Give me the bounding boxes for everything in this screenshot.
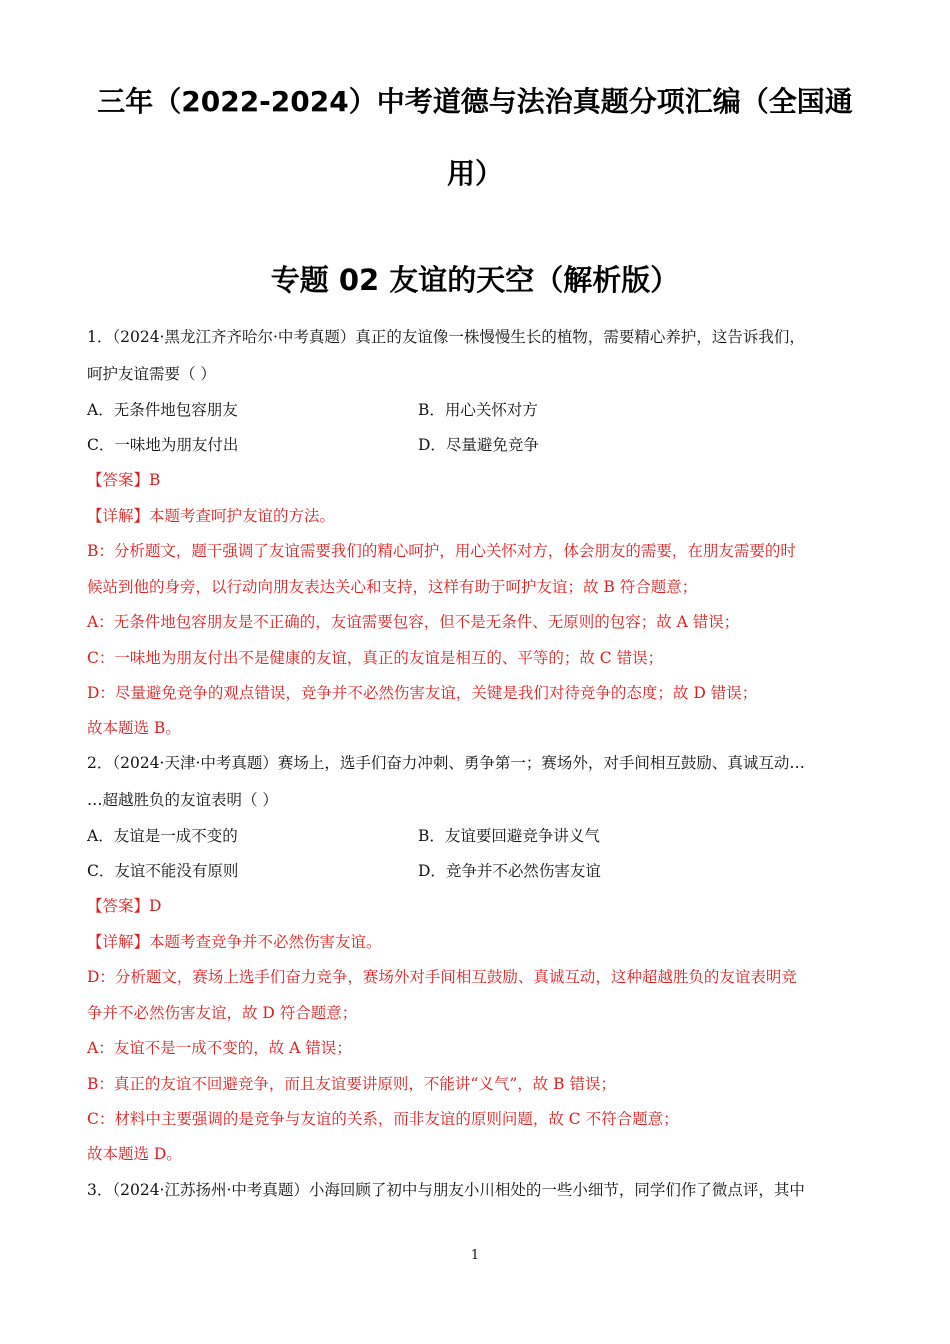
q2-option-d: D．竞争并不必然伤害友谊 — [418, 862, 601, 880]
q1-option-d: D．尽量避免竞争 — [418, 436, 539, 454]
q2-explain-c: C：材料中主要强调的是竞争与友谊的关系，而非友谊的原则问题，故 C 不符合题意； — [87, 1110, 679, 1128]
q1-stem-line1: 1．（2024·黑龙江齐齐哈尔·中考真题）真正的友谊像一株慢慢生长的植物，需要精心养护，这告诉我们， — [87, 328, 805, 346]
section-subtitle: 专题 02 友谊的天空（解析版） — [270, 263, 680, 297]
q1-option-c: C．一味地为朋友付出 — [87, 436, 239, 454]
q2-answer: 【答案】D — [87, 897, 162, 915]
q2-conclusion: 故本题选 D。 — [87, 1145, 182, 1163]
q2-explain-a: A：友谊不是一成不变的，故 A 错误； — [87, 1039, 352, 1057]
q2-option-b: B．友谊要回避竞争讲义气 — [418, 827, 600, 845]
q1-option-a: A．无条件地包容朋友 — [87, 401, 238, 419]
q2-stem-line1: 2．（2024·天津·中考真题）赛场上，选手们奋力冲刺、勇争第一；赛场外，对手间相互鼓励、真诚互动… — [87, 754, 805, 772]
page-number: 1 — [470, 1248, 480, 1263]
q2-option-c: C．友谊不能没有原则 — [87, 862, 239, 880]
q2-explain-d-line1: D：分析题文，赛场上选手们奋力竞争，赛场外对手间相互鼓励、真诚互动，这种超越胜负的友谊表明竞 — [87, 968, 797, 986]
q2-explain-d-line2: 争并不必然伤害友谊，故 D 符合题意； — [87, 1004, 358, 1022]
q1-detail: 【详解】本题考查呵护友谊的方法。 — [87, 507, 336, 525]
q1-explain-d: D：尽量避免竞争的观点错误，竞争并不必然伤害友谊，关键是我们对待竞争的态度；故 D 错误； — [87, 684, 758, 702]
page-title-line1: 三年（2022-2024）中考道德与法治真题分项汇编（全国通 — [97, 85, 853, 118]
q1-answer: 【答案】B — [87, 471, 161, 489]
q3-stem-line1: 3．（2024·江苏扬州·中考真题）小海回顾了初中与朋友小川相处的一些小细节，同学们作了微点评，其中 — [87, 1181, 805, 1199]
q1-stem-line2: 呵护友谊需要（ ） — [87, 365, 216, 383]
page-title-line2: 用） — [446, 157, 503, 190]
q2-explain-b: B：真正的友谊不回避竞争，而且友谊要讲原则，不能讲“义气”，故 B 错误； — [87, 1075, 616, 1093]
q2-stem-line2: …超越胜负的友谊表明（ ） — [87, 791, 278, 809]
q1-conclusion: 故本题选 B。 — [87, 719, 181, 737]
q1-explain-c: C：一味地为朋友付出不是健康的友谊，真正的友谊是相互的、平等的；故 C 错误； — [87, 649, 664, 667]
q1-explain-b-line2: 候站到他的身旁，以行动向朋友表达关心和支持，这样有助于呵护友谊；故 B 符合题意； — [87, 578, 698, 596]
q1-explain-a: A：无条件地包容朋友是不正确的，友谊需要包容，但不是无条件、无原则的包容；故 A 错误； — [87, 613, 740, 631]
q1-explain-b-line1: B：分析题文，题干强调了友谊需要我们的精心呵护，用心关怀对方，体会朋友的需要，在朋友需要的时 — [87, 542, 796, 560]
q1-option-b: B．用心关怀对方 — [418, 401, 538, 419]
q2-detail: 【详解】本题考查竞争并不必然伤害友谊。 — [87, 933, 382, 951]
q2-option-a: A．友谊是一成不变的 — [87, 827, 238, 845]
